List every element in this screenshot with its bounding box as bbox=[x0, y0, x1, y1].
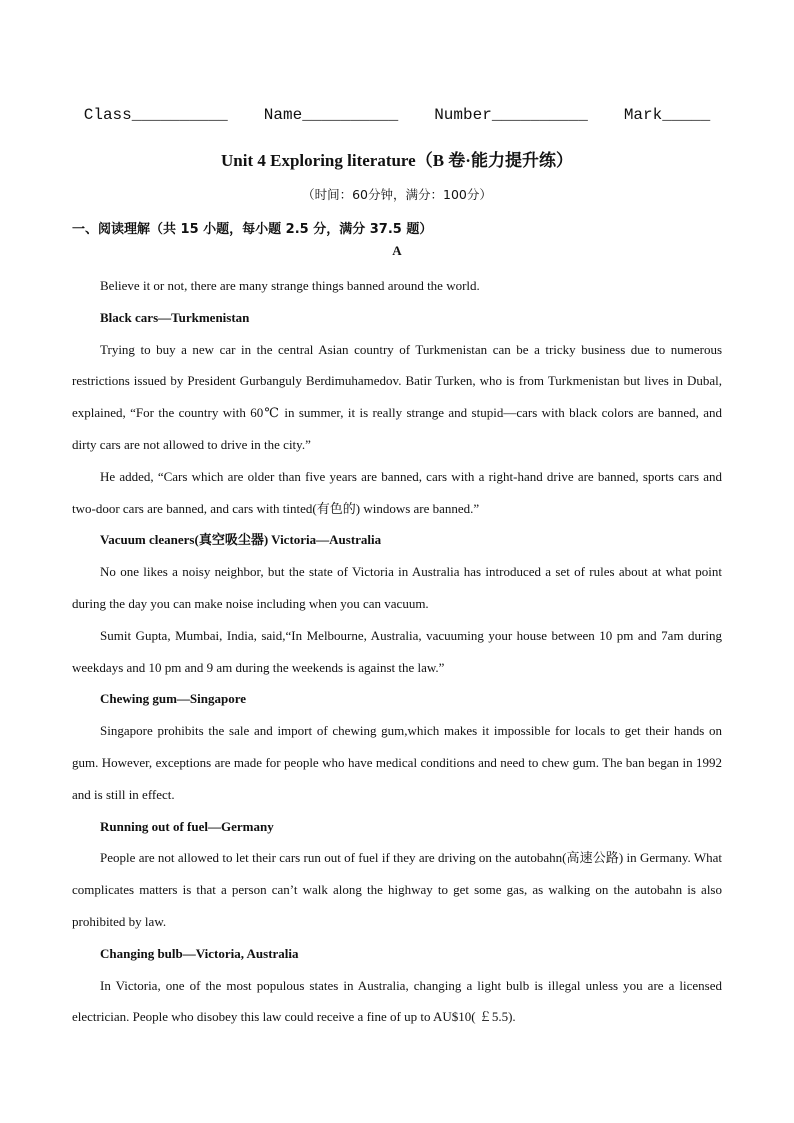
passage-intro: Believe it or not, there are many strange things banned around the world. bbox=[100, 278, 480, 293]
paragraph: In Victoria, one of the most populous states in Australia, changing a light bulb is illegal unless you are a licensed electrician. People who disobey this law could receive a fine of up to AU$10( ￡5.5). bbox=[72, 977, 722, 1025]
item-heading: Changing bulb—Victoria, Australia bbox=[100, 945, 299, 961]
passage-body bbox=[72, 270, 722, 1033]
paragraph: Singapore prohibits the sale and import of chewing gum,which makes it impossible for locals to get their hands on gum. However, exceptions are made for people who have medical conditions and need to chew gum. The ban began in 1992 and is still in effect. bbox=[72, 723, 722, 802]
paragraph: Trying to buy a new car in the central Asian country of Turkmenistan can be a tricky business due to numerous restrictions issued by President Gurbanguly Berdimuhamedov. Batir Turken, who is from Turkmenistan but lives in Dubal, explained, “For the country with 60℃ in summer, it is really strange and stupid—cars with black colors are banned, and dirty cars are not allowed to drive in the city.” bbox=[72, 341, 722, 452]
item-heading: Chewing gum—Singapore bbox=[100, 691, 247, 707]
student-info-row bbox=[0, 106, 794, 124]
paragraph: People are not allowed to let their cars run out of fuel if they are driving on the autobahn(高速公路) in Germany. What complicates matters is that a person can’t walk along the highway to get some gas, as walking on the autobahn is also prohibited by law. bbox=[72, 850, 722, 929]
paragraph: Sumit Gupta, Mumbai, India, said,“In Melbourne, Australia, vacuuming your house between 10 pm and 7am during weekdays and 10 pm and 9 am during the weekends is against the law.” bbox=[72, 627, 722, 675]
mark-field[interactable]: Mark_____ bbox=[623, 106, 711, 124]
section-heading: 一、阅读理解（共 15 小题，每小题 2.5 分，满分 37.5 题） bbox=[72, 222, 433, 237]
number-field[interactable]: Number__________ bbox=[434, 106, 588, 124]
item-heading: Running out of fuel—Germany bbox=[100, 818, 274, 834]
paragraph: No one likes a noisy neighbor, but the state of Victoria in Australia has introduced a set of rules about at what point during the day you can make noise including when you can vacuum. bbox=[72, 564, 722, 611]
name-field[interactable]: Name__________ bbox=[263, 106, 399, 124]
paragraph: He added, “Cars which are older than five years are banned, cars with a right-hand drive are banned, sports cars and two-door cars are banned, and cars with tinted(有色的) windows are banned.” bbox=[72, 468, 722, 516]
passage-label: A bbox=[392, 243, 402, 258]
page-title: Unit 4 Exploring literature（B 卷·能力提升练） bbox=[221, 151, 573, 170]
item-heading: Black cars—Turkmenistan bbox=[100, 309, 250, 325]
exam-info: （时间：60分钟，满分：100分） bbox=[302, 187, 492, 202]
item-heading: Vacuum cleaners(真空吸尘器) Victoria—Australia bbox=[100, 532, 382, 548]
class-field[interactable]: Class__________ bbox=[83, 106, 228, 124]
